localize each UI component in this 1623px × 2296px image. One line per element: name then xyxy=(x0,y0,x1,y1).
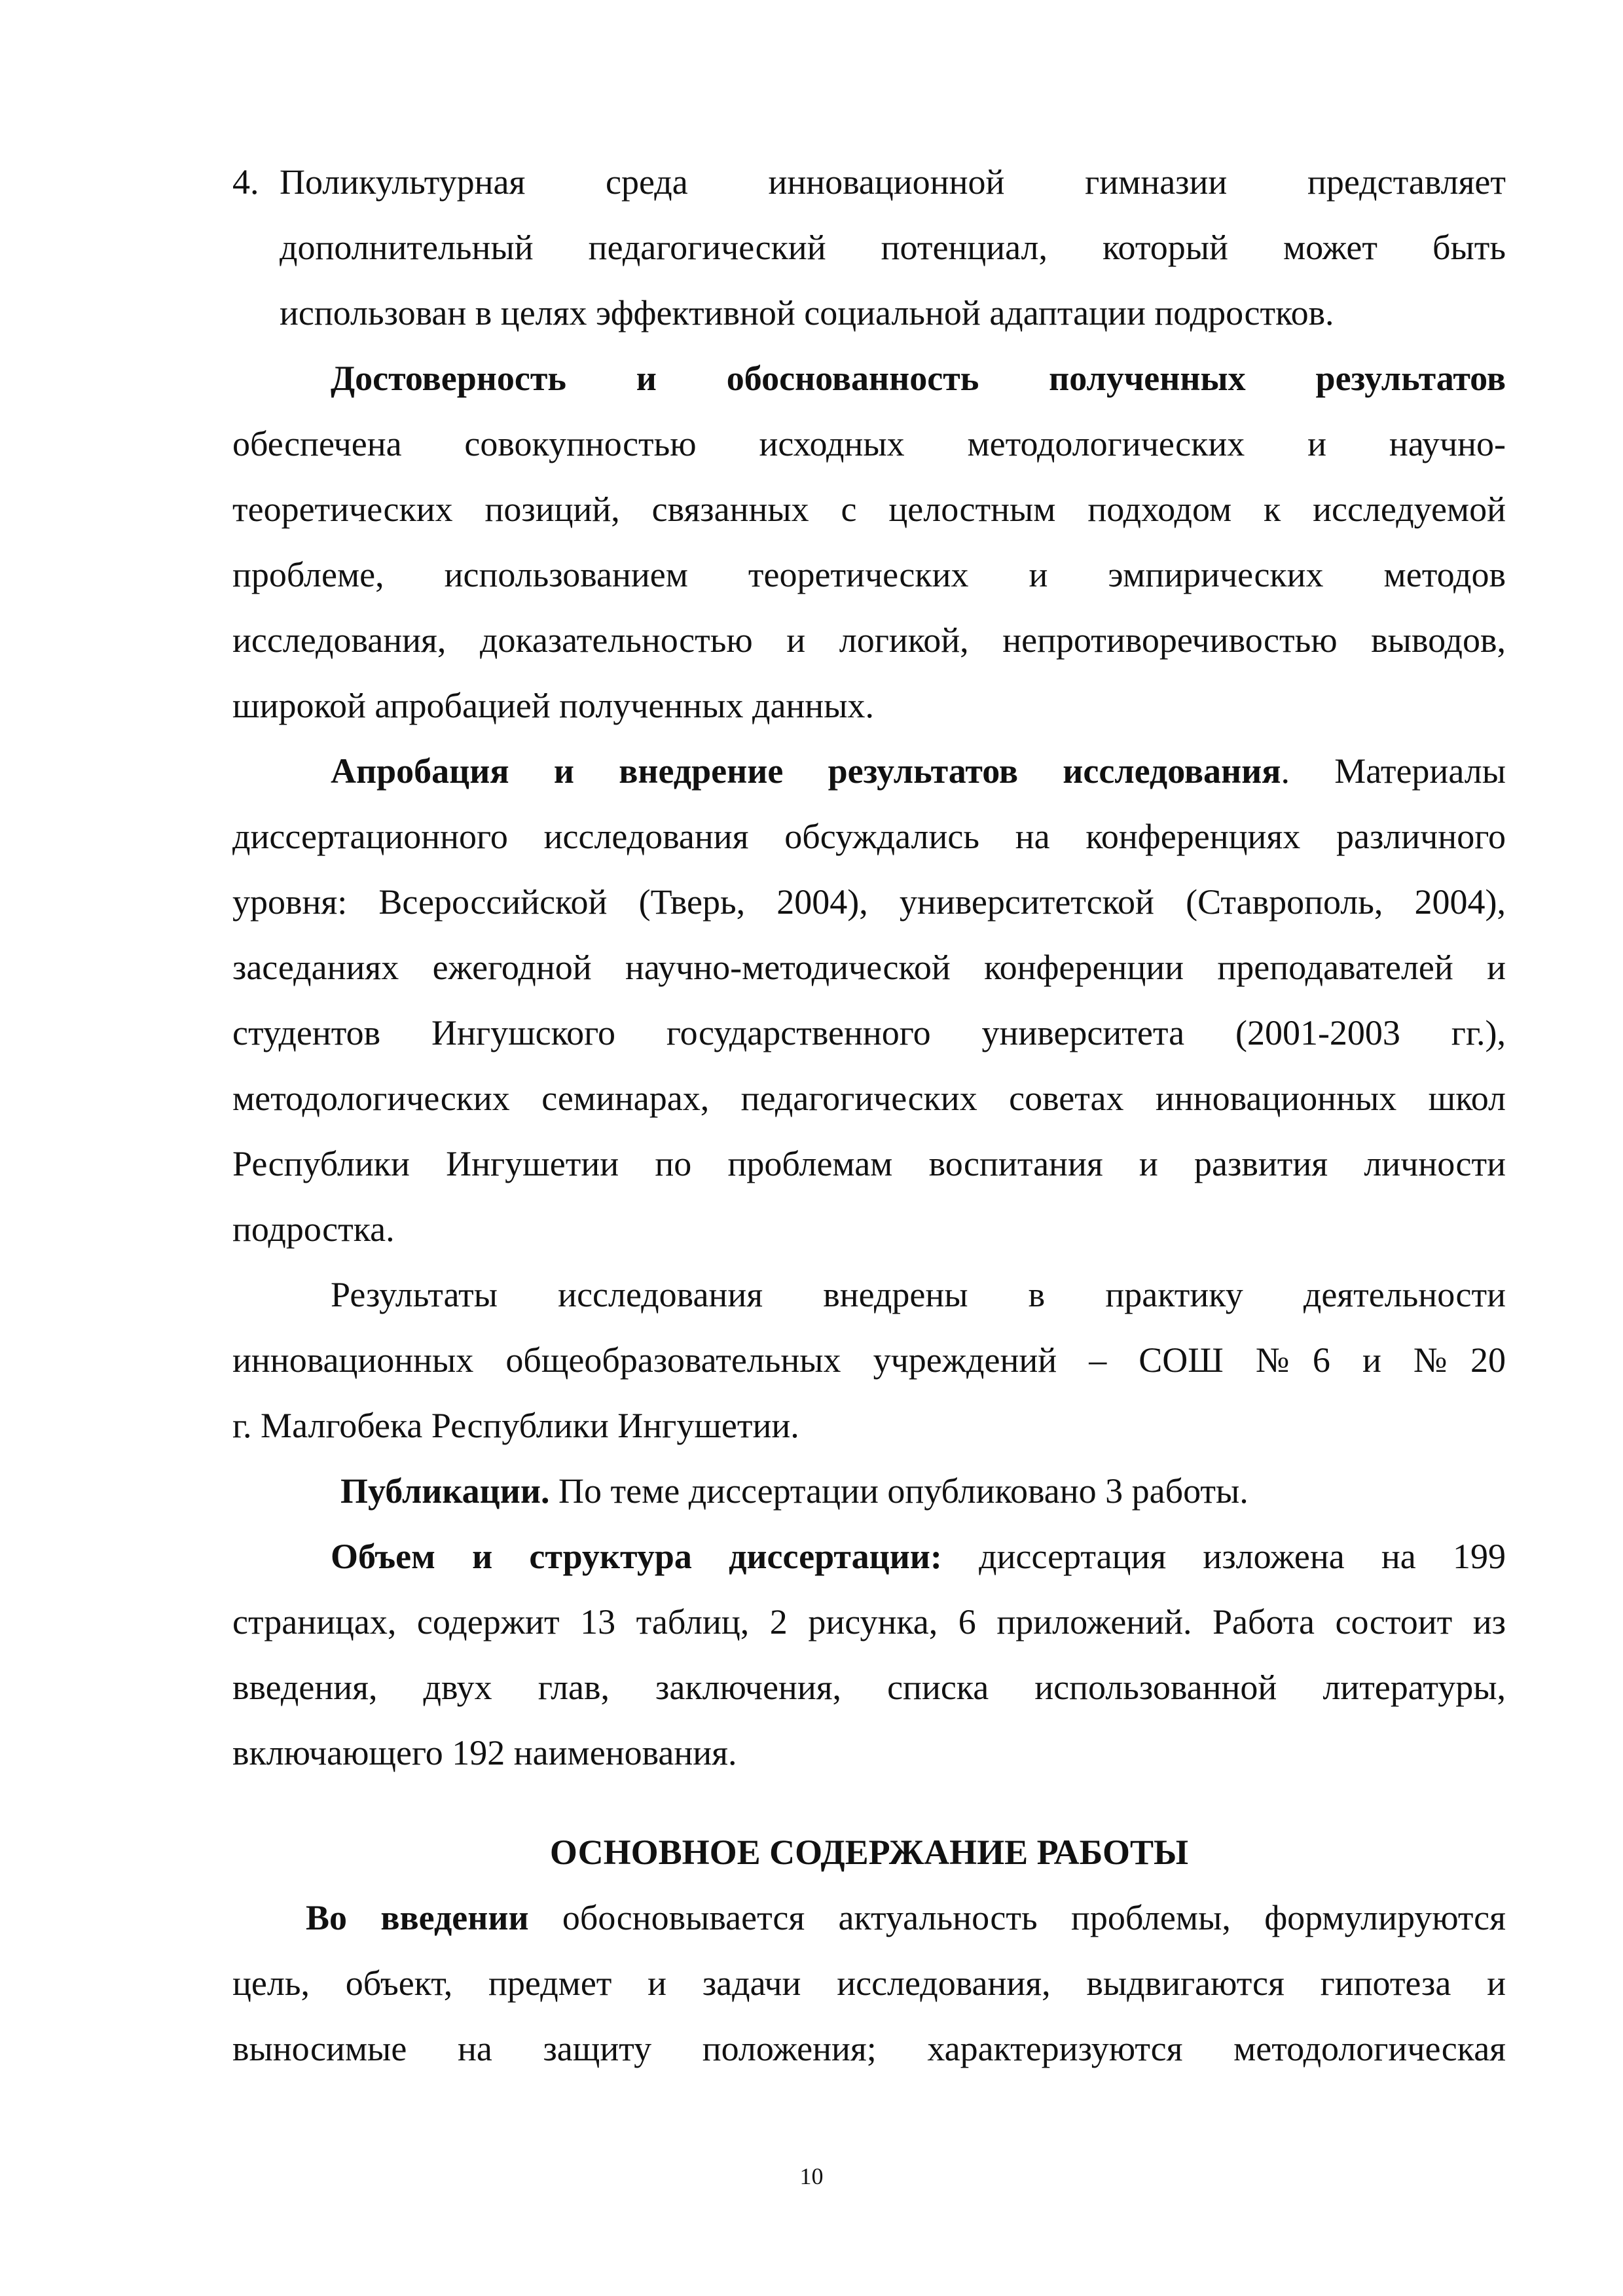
text-line: диссертационного исследования обсуждались на конференциях различного xyxy=(232,817,1506,856)
paragraph-structure xyxy=(232,1524,1506,1785)
text-line: проблеме, использованием теоретических и эмпирических методов xyxy=(232,555,1506,594)
section-heading-intro: Во введении xyxy=(306,1898,529,1937)
paragraph-results xyxy=(232,1262,1506,1458)
text-line: включающего 192 наименования. xyxy=(232,1733,737,1772)
text-line: заседаниях ежегодной научно-методической конференции преподавателей и xyxy=(232,948,1506,987)
document-body xyxy=(232,149,1506,2081)
section-heading-approbation: Апробация и внедрение результатов исследования xyxy=(331,751,1281,791)
page-number: 10 xyxy=(799,2163,824,2189)
text-line: введения, двух глав, заключения, списка использованной литературы, xyxy=(232,1668,1506,1707)
text-line xyxy=(232,1885,1506,1950)
text-line: уровня: Всероссийской (Тверь, 2004), университетской (Ставрополь, 2004), xyxy=(232,882,1506,922)
section-heading-structure: Объем и структура диссертации: xyxy=(331,1537,942,1576)
structure-lead: диссертация изложена на 199 xyxy=(941,1537,1506,1576)
text-line xyxy=(232,1524,1506,1589)
text-line: дополнительный педагогический потенциал, который может быть xyxy=(280,228,1506,267)
list-item-4 xyxy=(232,149,1506,346)
text-line: Результаты исследования внедрены в практику деятельности xyxy=(331,1275,1506,1314)
paragraph-publications xyxy=(232,1458,1506,1524)
list-item-number: 4. xyxy=(232,162,259,202)
paragraph-reliability xyxy=(232,346,1506,738)
text-line: цель, объект, предмет и задачи исследования, выдвигаются гипотеза и xyxy=(232,1964,1506,2003)
text-line: Республики Ингушетии по проблемам воспитания и развития личности xyxy=(232,1144,1506,1183)
text-line: инновационных общеобразовательных учреждений – СОШ №6 и №20 xyxy=(232,1340,1506,1380)
text-line: методологических семинарах, педагогических советах инновационных школ xyxy=(232,1079,1506,1118)
main-content-title: ОСНОВНОЕ СОДЕРЖАНИЕ РАБОТЫ xyxy=(549,1833,1189,1872)
text-line: широкой апробацией полученных данных. xyxy=(232,686,874,725)
text-line: теоретических позиций, связанных с целостным подходом к исследуемой xyxy=(232,490,1506,529)
text-line: обеспечена совокупностью исходных методологических и научно- xyxy=(232,424,1506,463)
text-line xyxy=(232,1458,1506,1524)
publications-text: По теме диссертации опубликовано 3 работы. xyxy=(549,1471,1249,1511)
section-heading-reliability: Достоверность и обоснованность полученных результатов xyxy=(331,359,1506,398)
text-line: страницах, содержит 13 таблиц, 2 рисунка, 6 приложений. Работа состоит из xyxy=(232,1602,1506,1641)
section-heading-publications: Публикации. xyxy=(340,1471,550,1511)
text-line: использован в целях эффективной социальной адаптации подростков. xyxy=(280,293,1334,332)
text-line: исследования, доказательностью и логикой, непротиворечивостью выводов, xyxy=(232,620,1506,660)
intro-lead: обосновывается актуальность проблемы, формулируются xyxy=(528,1898,1506,1937)
text-line: подростка. xyxy=(232,1210,395,1249)
text-line: студентов Ингушского государственного университета (2001-2003 гг.), xyxy=(232,1013,1506,1052)
text-line: выносимые на защиту положения; характеризуются методологическая xyxy=(232,2029,1506,2068)
paragraph-approbation xyxy=(232,738,1506,1262)
paragraph-intro xyxy=(232,1885,1506,2081)
approbation-lead: . Материалы xyxy=(1281,751,1506,791)
text-line: Поликультурная среда инновационной гимназии представляет xyxy=(280,162,1506,202)
text-line: г. Малгобека Республики Ингушетии. xyxy=(232,1406,799,1445)
text-line xyxy=(232,738,1506,804)
